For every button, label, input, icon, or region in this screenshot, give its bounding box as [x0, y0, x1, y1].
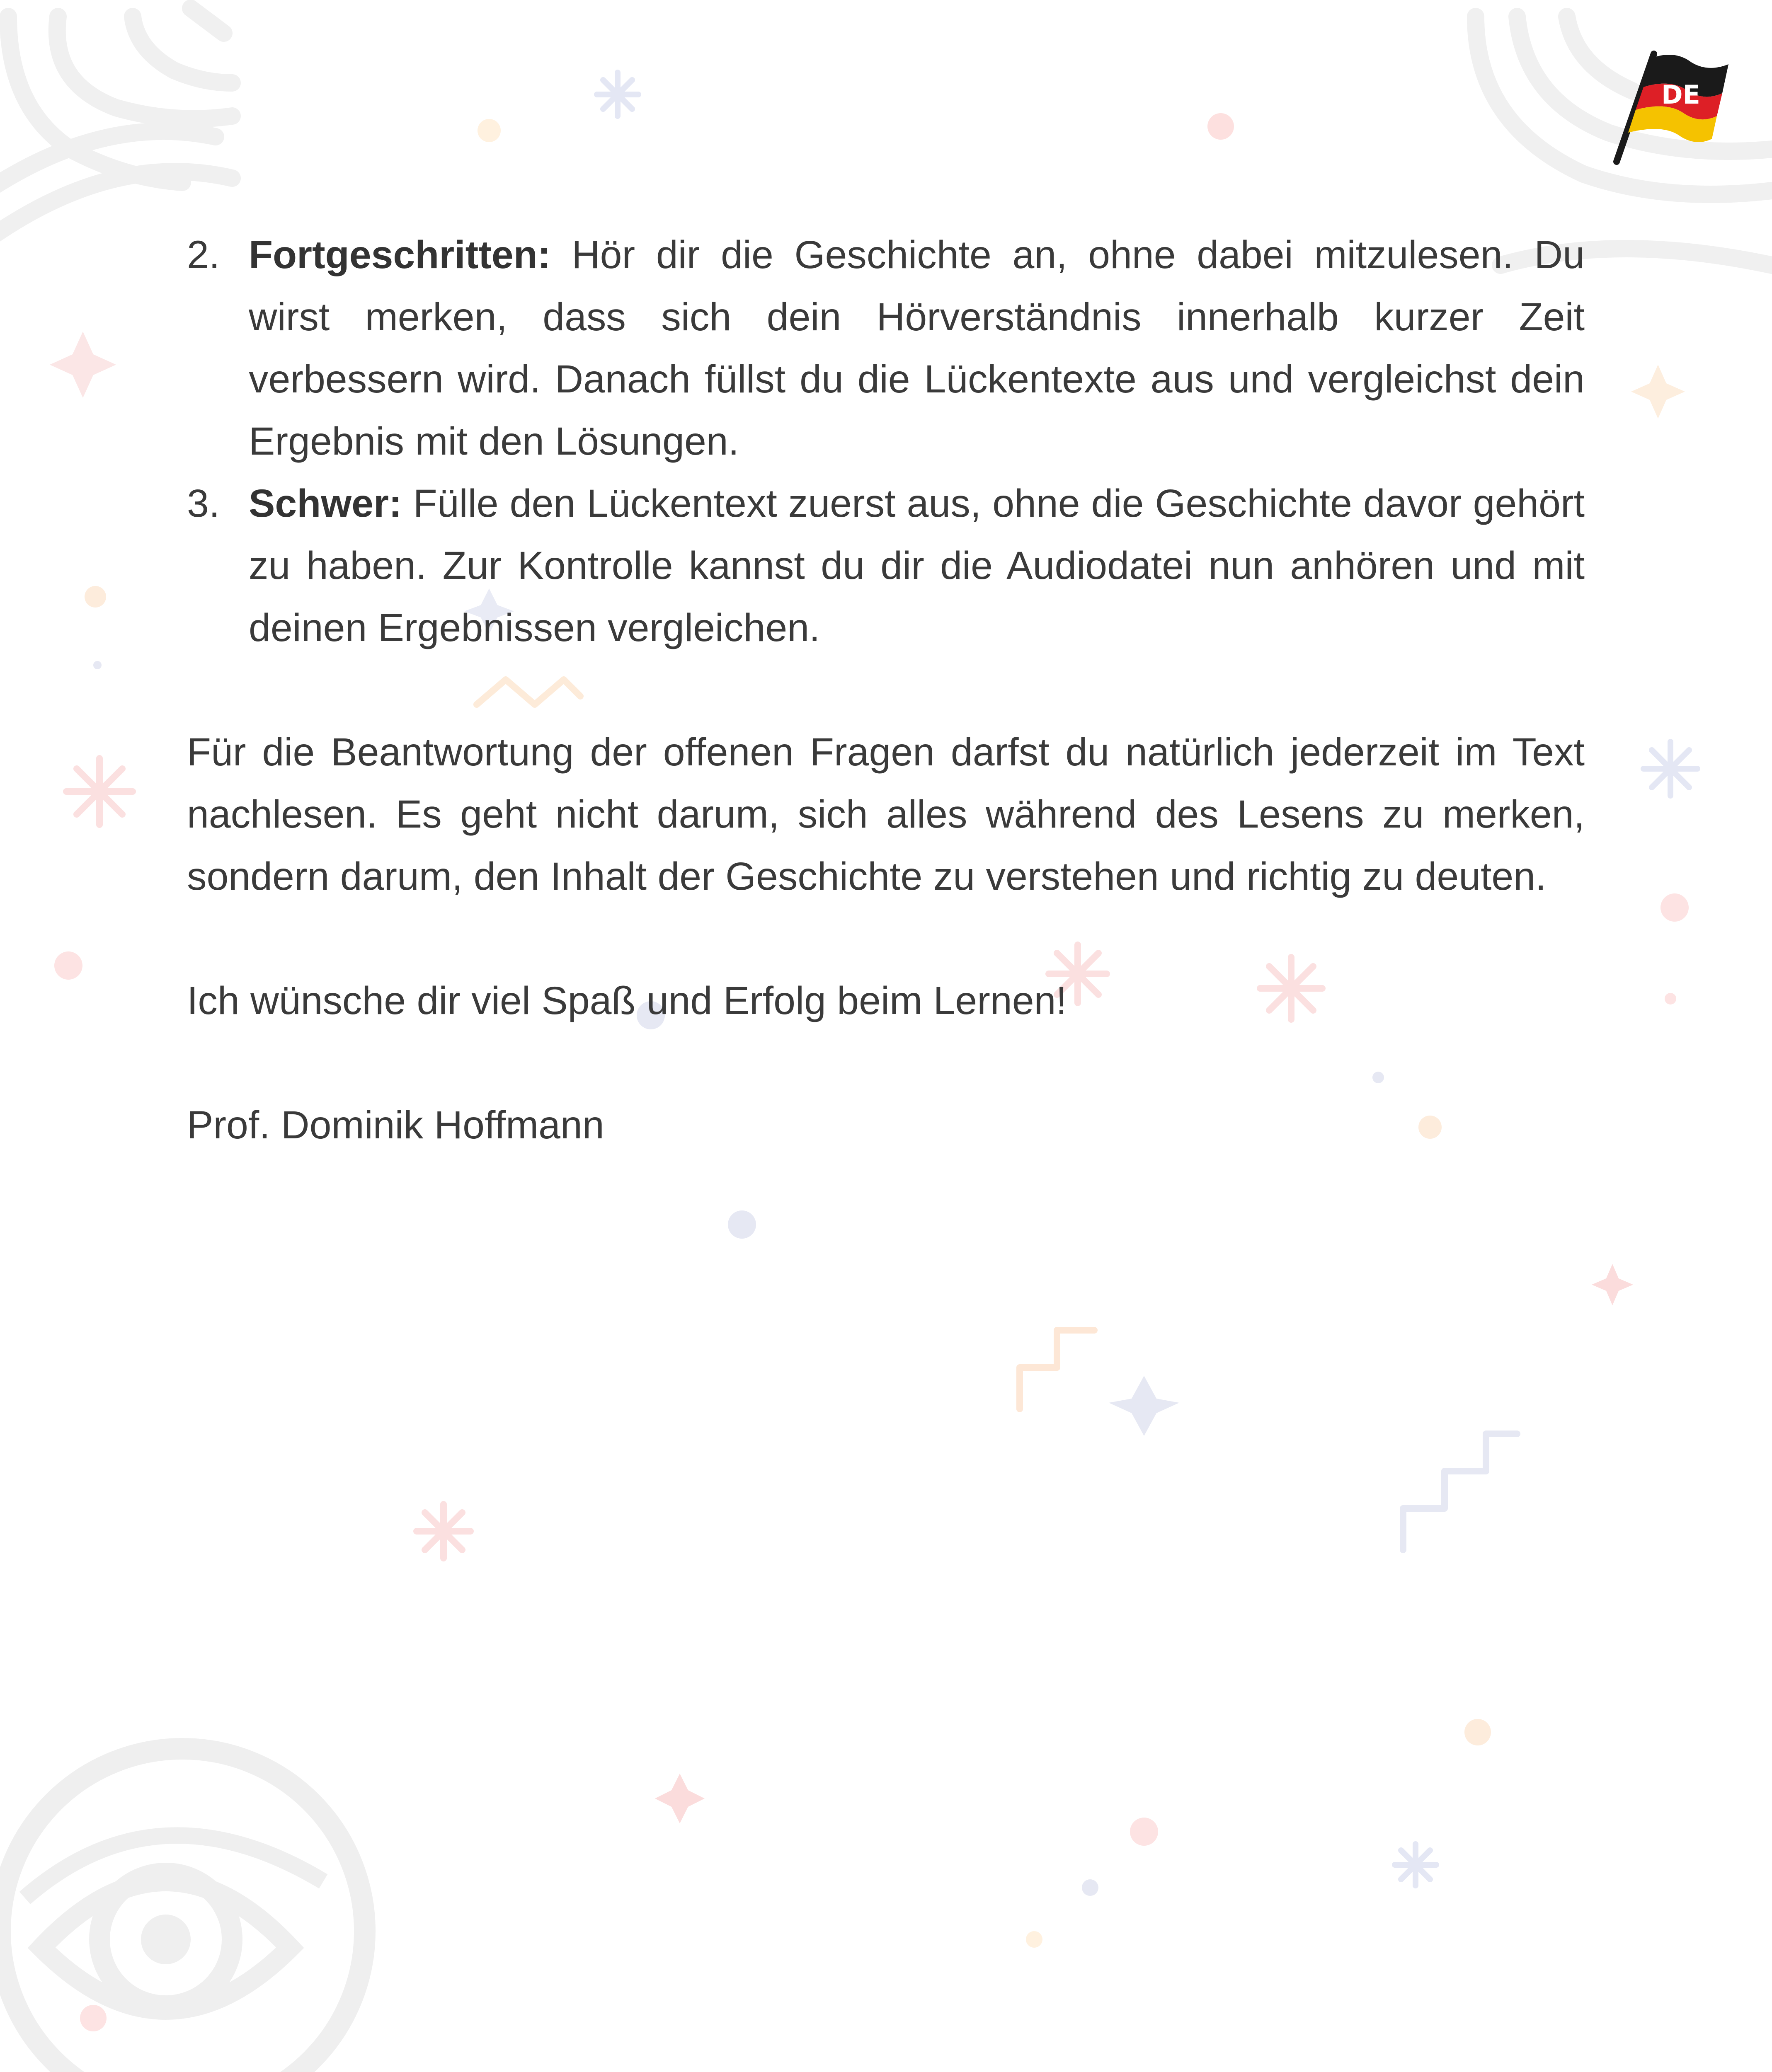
level-description: Fülle den Lückentext zuerst aus, ohne die Geschichte davor gehört zu haben. Zur Kontrolle kannst du dir die Audiodatei nun anhören und mit deinen Ergebnissen vergleichen. [249, 482, 1585, 650]
level-label: Fortgeschritten: [249, 233, 572, 277]
body-paragraph: Für die Beantwortung der offenen Fragen darfst du natürlich jederzeit im Text nachlesen. Es geht nicht darum, sich alles während des Lesens zu merken, sondern darum, den Inhalt der Geschichte zu verstehen und richtig zu deuten. [187, 730, 1585, 898]
instructions-body [187, 224, 1585, 1156]
list-item [187, 224, 1585, 472]
signature: Prof. Dominik Hoffmann [187, 1103, 604, 1147]
list-item [187, 472, 1585, 659]
level-label: Schwer: [249, 482, 413, 525]
list-number: 2. [187, 233, 220, 277]
flag-icon [1608, 46, 1733, 170]
flag-badge-label: DE [1661, 80, 1700, 110]
difficulty-list [187, 224, 1585, 659]
eye-magnifier-icon [0, 1707, 398, 2072]
list-number: 3. [187, 482, 220, 525]
greeting: Ich wünsche dir viel Spaß und Erfolg beim Lernen! [187, 979, 1067, 1023]
level-description: Hör dir die Geschichte an, ohne dabei mitzulesen. Du wirst merken, dass sich dein Hörverständnis innerhalb kurzer Zeit verbessern wird. Danach füllst du die Lückentexte aus und vergleichst dein Ergebnis mit den Lösungen. [249, 233, 1585, 463]
fingerprint-icon [0, 8, 232, 249]
